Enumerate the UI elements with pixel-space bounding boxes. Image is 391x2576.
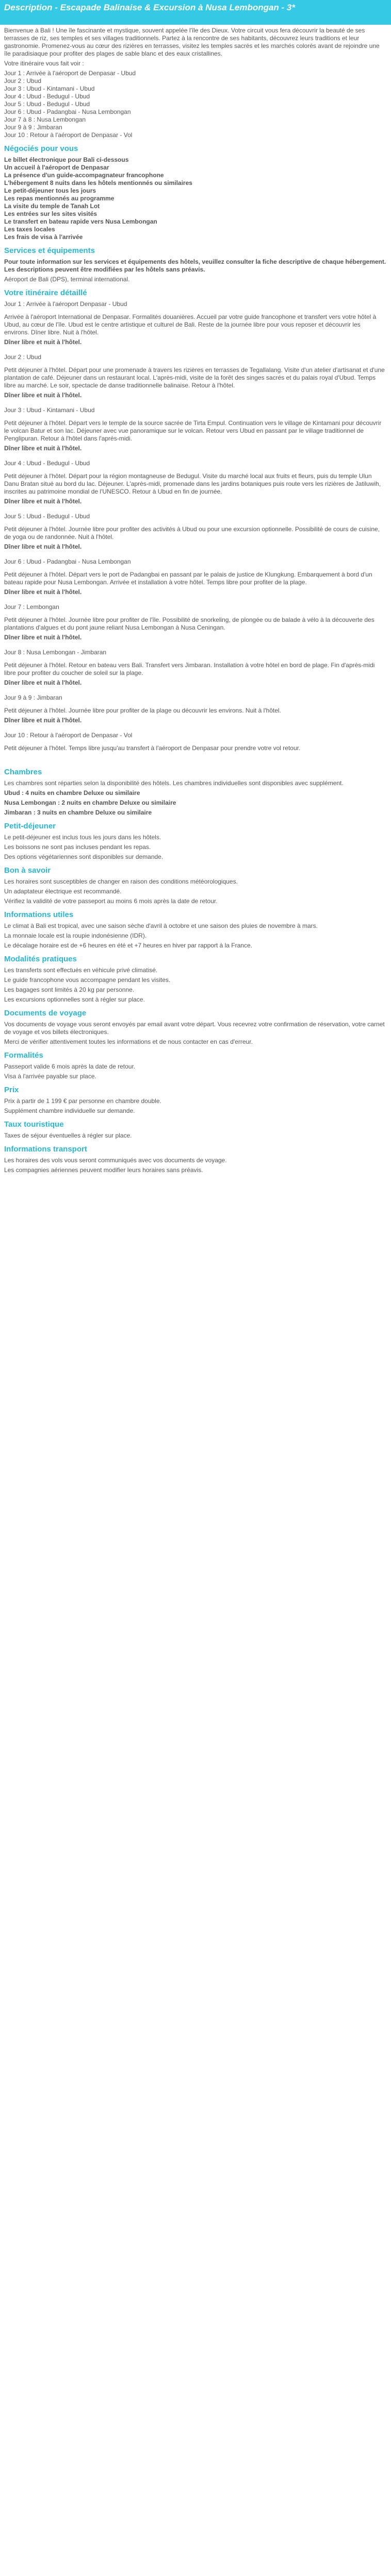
day-body: Petit déjeuner à l'hôtel. Journée libre pour profiter des activités à Ubud ou pour une excursion optionnelle. Possibilité de cours de cuisine, de yoga ou de randonnée. Nuit à l'hôtel. bbox=[4, 526, 380, 540]
day-heading: Jour 3 : Ubud - Kintamani - Ubud bbox=[4, 406, 95, 414]
negocie-item: Les repas mentionnés au programme bbox=[4, 195, 115, 202]
itinerary-summary-line: Jour 10 : Retour à l'aéroport de Denpasar - Vol bbox=[4, 131, 133, 139]
day-meals: Dîner libre et nuit à l'hôtel. bbox=[4, 392, 82, 399]
day-body: Petit déjeuner à l'hôtel. Temps libre jusqu'au transfert à l'aéroport de Denpasar pour prendre votre vol retour. bbox=[4, 744, 301, 752]
day-block bbox=[4, 558, 387, 596]
day-block bbox=[4, 460, 387, 505]
chambres-line: Les chambres sont réparties selon la disponibilité des hôtels. Les chambres individuelles sont disponibles avec supplément. bbox=[4, 779, 344, 787]
day-heading: Jour 8 : Nusa Lembongan - Jimbaran bbox=[4, 649, 107, 656]
infos-line: Le décalage horaire est de +6 heures en été et +7 heures en hiver par rapport à la France. bbox=[4, 942, 252, 949]
modalites-line: Le guide francophone vous accompagne pendant les visites. bbox=[4, 976, 171, 984]
services-line: Aéroport de Bali (DPS), terminal international. bbox=[4, 276, 130, 283]
bon-line: Les horaires sont susceptibles de changer en raison des conditions météorologiques. bbox=[4, 878, 238, 885]
day-block bbox=[4, 694, 387, 724]
day-meals: Dîner libre et nuit à l'hôtel. bbox=[4, 634, 82, 641]
section-title-services: Services et équipements bbox=[4, 246, 95, 255]
petitdej-line: Le petit-déjeuner est inclus tous les jours dans les hôtels. bbox=[4, 834, 161, 841]
day-heading: Jour 9 à 9 : Jimbaran bbox=[4, 694, 62, 701]
petitdej-line: Des options végétariennes sont disponibles sur demande. bbox=[4, 853, 164, 860]
negocie-item: Un accueil à l'aéroport de Denpasar bbox=[4, 164, 109, 171]
section-title-documents: Documents de voyage bbox=[4, 1009, 87, 1018]
section-title-modalites: Modalités pratiques bbox=[4, 955, 77, 963]
negocie-item: Les taxes locales bbox=[4, 226, 55, 233]
day-block bbox=[4, 300, 387, 346]
prix-line: Prix à partir de 1 199 € par personne en chambre double. bbox=[4, 1097, 161, 1105]
day-meals: Dîner libre et nuit à l'hôtel. bbox=[4, 543, 82, 550]
negocie-item: Les entrées sur les sites visités bbox=[4, 210, 97, 217]
day-meals: Dîner libre et nuit à l'hôtel. bbox=[4, 338, 82, 346]
section-title-chambres: Chambres bbox=[4, 768, 42, 776]
intro-section bbox=[4, 27, 387, 139]
negocie-item: Le billet électronique pour Bali ci-dessous bbox=[4, 156, 129, 163]
itinerary-summary-line: Jour 3 : Ubud - Kintamani - Ubud bbox=[4, 85, 95, 92]
services-line: Pour toute information sur les services et équipements des hôtels, veuillez consulter la fiche descriptive de chaque hébergement. Les descriptions peuvent être modifiées par les hôtels sans préavis. bbox=[4, 258, 386, 273]
day-heading: Jour 5 : Ubud - Bedugul - Ubud bbox=[4, 513, 90, 520]
day-block bbox=[4, 603, 387, 641]
chambres-line: Nusa Lembongan : 2 nuits en chambre Deluxe ou similaire bbox=[4, 799, 176, 806]
section-title-transport: Informations transport bbox=[4, 1145, 87, 1154]
day-body: Petit déjeuner à l'hôtel. Départ pour une promenade à travers les rizières en terrasses de Tegallalang. Visite d'un atelier d'artisanat et d'une plantation de café. Déjeuner dans un restaurant local. L'après-midi, visite de la forêt des singes sacrés et du palais royal d'Ubud. Temps libre au marché. Le soir, spectacle de danse traditionnelle balinaise. Retour à l'hôtel. bbox=[4, 366, 385, 389]
intro-line: Votre itinéraire vous fait voir : bbox=[4, 60, 84, 67]
bon-line: Un adaptateur électrique est recommandé. bbox=[4, 888, 122, 895]
day-heading: Jour 1 : Arrivée à l'aéroport Denpasar - Ubud bbox=[4, 300, 127, 308]
day-meals: Dîner libre et nuit à l'hôtel. bbox=[4, 679, 82, 686]
day-body: Petit déjeuner à l'hôtel. Journée libre pour profiter de l'île. Possibilité de snorkeling, de plongée ou de balade à vélo à la découverte des plantations d'algues et du pont jaune reliant Nusa Lembongan à Nusa Ceningan. bbox=[4, 616, 374, 631]
section-title-itineraire: Votre itinéraire détaillé bbox=[4, 289, 87, 297]
day-meals: Dîner libre et nuit à l'hôtel. bbox=[4, 588, 82, 596]
modalites-line: Les bagages sont limités à 20 kg par personne. bbox=[4, 986, 135, 993]
day-meals: Dîner libre et nuit à l'hôtel. bbox=[4, 498, 82, 505]
itinerary-summary-line: Jour 5 : Ubud - Bedugul - Ubud bbox=[4, 100, 90, 108]
itinerary-summary-line: Jour 9 à 9 : Jimbaran bbox=[4, 124, 62, 131]
day-meals: Dîner libre et nuit à l'hôtel. bbox=[4, 445, 82, 452]
petitdej-line: Les boissons ne sont pas incluses pendant les repas. bbox=[4, 843, 151, 851]
prix-line: Supplément chambre individuelle sur demande. bbox=[4, 1107, 135, 1114]
day-block bbox=[4, 649, 387, 687]
formalites-line: Passeport valide 6 mois après la date de retour. bbox=[4, 1063, 136, 1070]
day-heading: Jour 2 : Ubud bbox=[4, 353, 42, 361]
infos-line: Le climat à Bali est tropical, avec une saison sèche d'avril à octobre et une saison des pluies de novembre à mars. bbox=[4, 922, 318, 929]
documents-line: Merci de vérifier attentivement toutes les informations et de nous contacter en cas d'erreur. bbox=[4, 1038, 253, 1045]
day-heading: Jour 10 : Retour à l'aéroport de Denpasar - Vol bbox=[4, 732, 133, 739]
infos-line: La monnaie locale est la roupie indonésienne (IDR). bbox=[4, 932, 147, 939]
documents-line: Vos documents de voyage vous seront envoyés par email avant votre départ. Vous recevrez votre confirmation de réservation, votre carnet de voyage et vos billets électroniques. bbox=[4, 1021, 385, 1036]
day-block bbox=[4, 406, 387, 452]
day-heading: Jour 7 : Lembongan bbox=[4, 603, 59, 611]
section-title-petitdej: Petit-déjeuner bbox=[4, 822, 56, 831]
itinerary-summary-line: Jour 1 : Arrivée à l'aéroport de Denpasar - Ubud bbox=[4, 70, 136, 77]
section-title-infos: Informations utiles bbox=[4, 910, 74, 919]
day-body: Arrivée à l'aéroport International de Denpasar. Formalités douanières. Accueil par votre guide francophone et transfert vers votre hôtel à Ubud, au cœur de l'île. Ubud est le centre artistique et culturel de Bali. Reste de la journée libre pour vous reposer et découvrir les environs. Dîner libre. Nuit à l'hôtel. bbox=[4, 313, 377, 336]
itinerary-summary-line: Jour 2 : Ubud bbox=[4, 77, 42, 84]
day-body: Petit déjeuner à l'hôtel. Départ vers le port de Padangbai en passant par le palais de justice de Klungkung. Embarquement à bord d'un bateau rapide pour Nusa Lembongan. Arrivée et installation à votre hôtel. Temps libre pour profiter de la plage. bbox=[4, 571, 372, 586]
section-title-negocie: Négociés pour vous bbox=[4, 144, 78, 153]
transport-line: Les compagnies aériennes peuvent modifier leurs horaires sans préavis. bbox=[4, 1166, 203, 1174]
itinerary-summary-line: Jour 4 : Ubud - Bedugul - Ubud bbox=[4, 93, 90, 100]
negocie-item: La visite du temple de Tanah Lot bbox=[4, 202, 100, 210]
taux-line: Taxes de séjour éventuelles à régler sur place. bbox=[4, 1132, 132, 1139]
negocie-list bbox=[4, 156, 387, 241]
day-body: Petit déjeuner à l'hôtel. Retour en bateau vers Bali. Transfert vers Jimbaran. Installation à votre hôtel en bord de plage. Fin d'après-midi libre pour profiter du coucher de soleil sur la plage. bbox=[4, 662, 375, 676]
day-block bbox=[4, 353, 387, 399]
section-title-bon: Bon à savoir bbox=[4, 866, 51, 875]
chambres-line: Ubud : 4 nuits en chambre Deluxe ou similaire bbox=[4, 789, 140, 796]
itinerary-summary-line: Jour 7 à 8 : Nusa Lembongan bbox=[4, 116, 86, 123]
day-heading: Jour 6 : Ubud - Padangbai - Nusa Lembongan bbox=[4, 558, 131, 565]
negocie-item: Le transfert en bateau rapide vers Nusa Lembongan bbox=[4, 218, 157, 225]
day-body: Petit déjeuner à l'hôtel. Départ vers le temple de la source sacrée de Tirta Empul. Continuation vers le village de Kintamani pour découvrir le volcan Batur et son lac. Déjeuner avec vue panoramique sur le volcan. Retour vers Ubud en passant par le village traditionnel de Penglipuran. Retour à l'hôtel dans l'après-midi. bbox=[4, 419, 382, 442]
main-content bbox=[0, 25, 391, 1174]
negocie-item: Les frais de visa à l'arrivée bbox=[4, 233, 83, 241]
day-heading: Jour 4 : Ubud - Bedugul - Ubud bbox=[4, 460, 90, 467]
day-body: Petit déjeuner à l'hôtel. Départ pour la région montagneuse de Bedugul. Visite du marché local aux fruits et fleurs, puis du temple Ulun Danu Bratan situé au bord du lac. Déjeuner. L'après-midi, promenade dans les jardins botaniques puis route vers les rizières de Jatiluwih, inscrites au patrimoine mondial de l'UNESCO. Retour à Ubud en fin de journée. bbox=[4, 472, 381, 495]
intro-paragraph: Bienvenue à Bali ! Une île fascinante et mystique, souvent appelée l'île des Dieux. Votre circuit vous fera découvrir la beauté de ses terrasses de riz, ses temples et ses villages traditionnels. Partez à la rencontre de ses habitants, découvrez leurs traditions et leur gastronomie. Promenez-vous au cœur des rizières en terrasses, visitez les temples sacrés et les marchés colorés avant de rejoindre une île paradisiaque pour profiter des plages de sable blanc et des eaux cristallines. bbox=[4, 27, 380, 57]
negocie-item: Le petit-déjeuner tous les jours bbox=[4, 187, 96, 194]
formalites-line: Visa à l'arrivée payable sur place. bbox=[4, 1073, 96, 1080]
negocie-item: L'hébergement 8 nuits dans les hôtels mentionnés ou similaires bbox=[4, 179, 192, 187]
section-title-taux: Taux touristique bbox=[4, 1120, 64, 1129]
day-block bbox=[4, 732, 387, 752]
day-meals: Dîner libre et nuit à l'hôtel. bbox=[4, 717, 82, 724]
day-body: Petit déjeuner à l'hôtel. Journée libre pour profiter de la plage ou découvrir les environs. Nuit à l'hôtel. bbox=[4, 707, 281, 714]
section-title-prix: Prix bbox=[4, 1086, 19, 1094]
itinerary-summary-line: Jour 6 : Ubud - Padangbai - Nusa Lembongan bbox=[4, 108, 131, 115]
modalites-line: Les excursions optionnelles sont à régler sur place. bbox=[4, 996, 145, 1003]
modalites-line: Les transferts sont effectués en véhicule privé climatisé. bbox=[4, 967, 158, 974]
day-block bbox=[4, 513, 387, 551]
page-header bbox=[0, 0, 391, 25]
negocie-item: La présence d'un guide-accompagnateur francophone bbox=[4, 172, 164, 179]
page-title: Description - Escapade Balinaise & Excursion à Nusa Lembongan - 3* bbox=[4, 3, 295, 12]
chambres-line: Jimbaran : 3 nuits en chambre Deluxe ou similaire bbox=[4, 809, 152, 816]
bon-line: Vérifiez la validité de votre passeport au moins 6 mois après la date de retour. bbox=[4, 897, 218, 905]
section-title-formalites: Formalités bbox=[4, 1051, 43, 1060]
transport-line: Les horaires des vols vous seront communiqués avec vos documents de voyage. bbox=[4, 1157, 227, 1164]
